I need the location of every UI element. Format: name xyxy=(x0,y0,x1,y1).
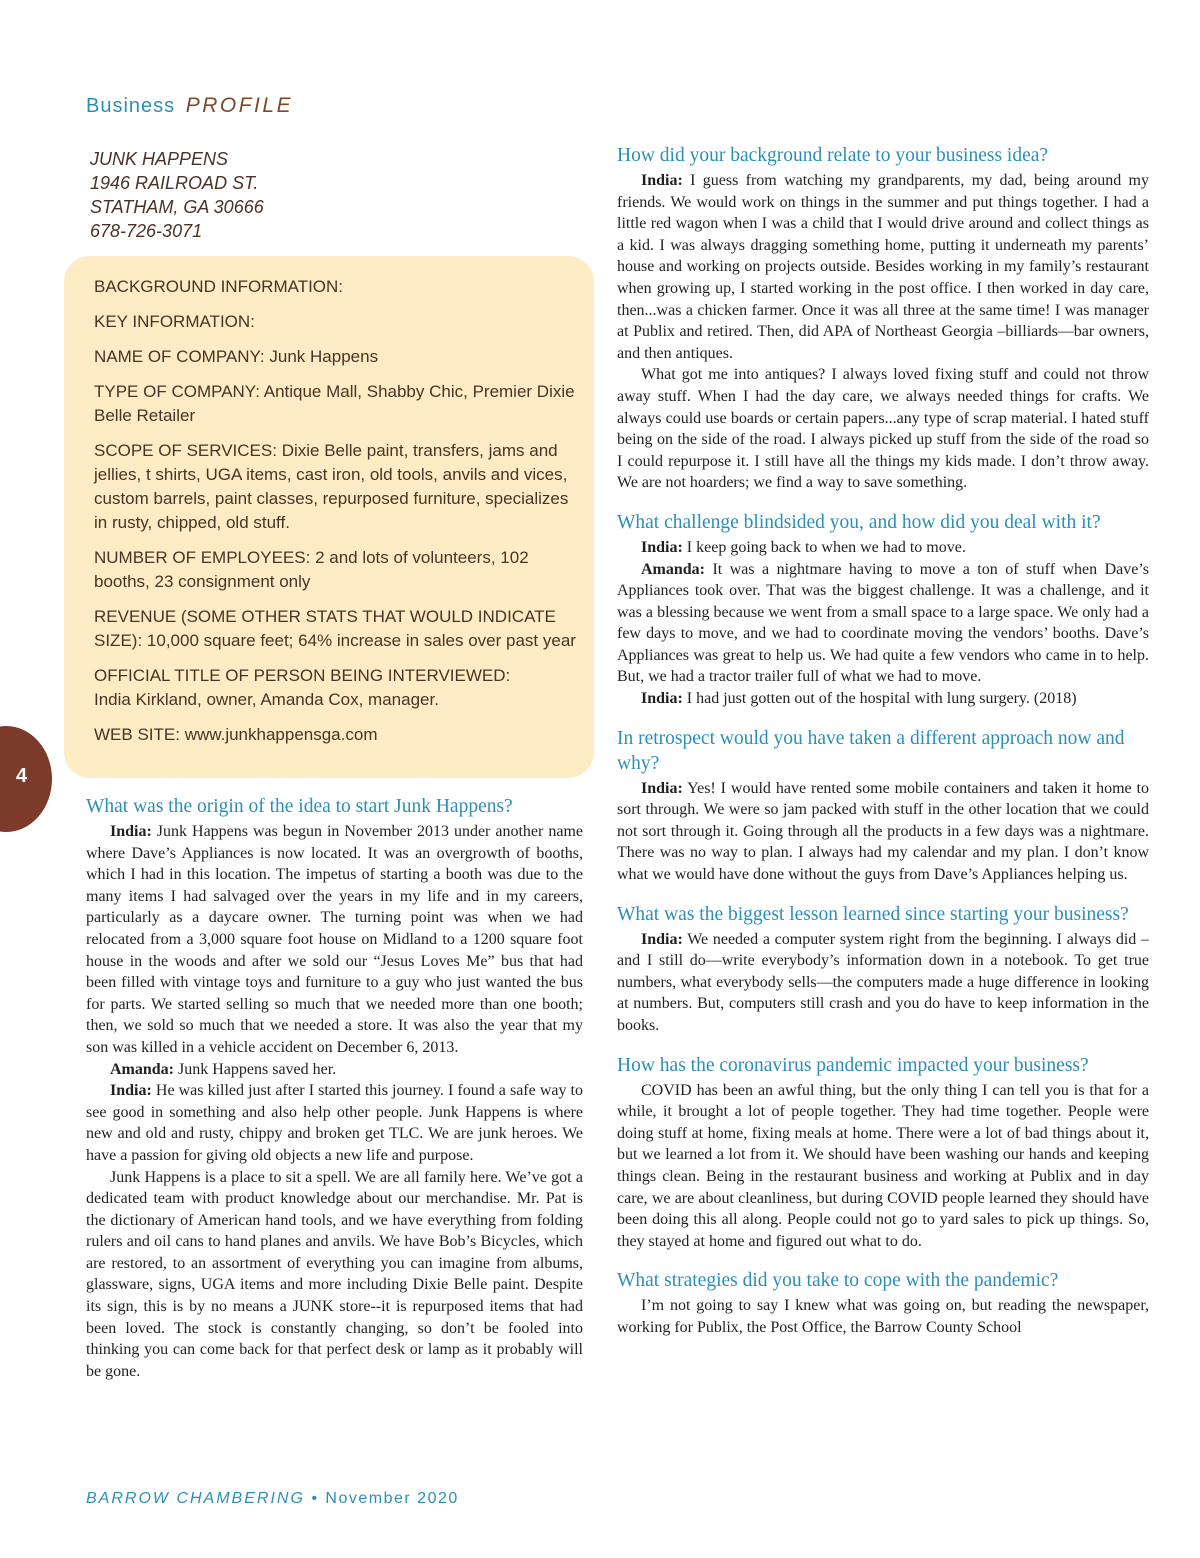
qa-block xyxy=(617,902,1149,1037)
company-name: JUNK HAPPENS xyxy=(90,149,229,169)
qa-block xyxy=(617,726,1149,886)
company-phone: 678-726-3071 xyxy=(90,221,203,241)
qa-block xyxy=(86,794,583,1382)
answer-paragraph xyxy=(617,929,1149,1037)
info-value: 10,000 square feet; 64% increase in sales over past year xyxy=(146,631,576,650)
info-label: TYPE OF COMPANY: xyxy=(94,382,260,401)
company-city: STATHAM, GA 30666 xyxy=(90,197,264,217)
speaker: Amanda: xyxy=(641,560,706,578)
section-label xyxy=(86,94,293,118)
info-value: Antique Mall, Shabby Chic, Premier Dixie Belle Retailer xyxy=(94,382,575,425)
question-heading: What challenge blindsided you, and how did you deal with it? xyxy=(617,511,1101,533)
question-heading: How did your background relate to your business idea? xyxy=(617,145,1049,166)
page-footer xyxy=(86,1490,459,1508)
answer-paragraph xyxy=(617,1295,1149,1338)
answer-text: It was a nightmare having to move a ton of stuff when Dave’s Appliances took over. That was the biggest challenge. It was a challenge, and it was a blessing because we went from a small space to a large space. We only had a few days to move, and we had to coordinate moving the vendors’ booths. Dave’s Appliances was great to help us. We had quite a few vendors who came in to help. But, we had a tractor trailer full of what we had to move. xyxy=(617,560,1149,686)
info-value: India Kirkland, owner, Amanda Cox, manager. xyxy=(94,690,439,709)
info-row xyxy=(94,439,582,535)
section-label-business: Business xyxy=(86,95,176,117)
answer-text: We needed a computer system right from the beginning. I always did –and I still do—write everybody’s information down in a notebook. To get true numbers, what everybody sells—the computers made a huge difference in looking at numbers. But, computers still crash and you do have to keep information in the books. xyxy=(617,930,1149,1034)
left-column xyxy=(86,794,583,1398)
question-heading: How has the coronavirus pandemic impacted your business? xyxy=(617,1054,1089,1076)
website-link[interactable]: www.junkhappensga.com xyxy=(184,725,378,744)
answer-text: Junk Happens was begun in November 2013 under another name where Dave’s Appliances is now located. It was an overgrowth of booths, which I had in this location. The impetus of starting a booth was due to the many items I had salvaged over the years in my life and in my careers, particularly as a daycare owner. The turning point was when we had relocated from a 3,000 square foot house on Midland to a 1200 square foot house in the woods and after we sold our “Jesus Loves Me” bus that had been filled with vintage toys and furniture to a guy who just wanted the bus for parts. We started selling so much that we needed more than one booth; then, we sold so much that we needed a store. It was also the year that my son was killed in a vehicle accident on December 6, 2013. xyxy=(86,823,583,1056)
question-heading: What was the biggest lesson learned since starting your business? xyxy=(617,903,1129,925)
answer-text: I guess from watching my grandparents, my dad, being around my friends. We would work on things in the summer and put things together. I had a little red wagon when I was a child that I would drive around and collect things as a kid. I was always dragging something home, putting it underneath my parents’ house and working on projects outside. Besides working in my family’s restaurant when growing up, I started working in the post office. I then worked in day care, then...was a chicken farmer. Once it was all three at the same time! I was manager at Publix and retired. Then, did APA of Northeast Georgia –billiards—bar owners, and then antiques. xyxy=(617,172,1150,362)
info-label: OFFICIAL TITLE OF PERSON BEING INTERVIEWED: xyxy=(94,666,511,685)
footer-separator: • xyxy=(311,1490,319,1507)
answer-paragraph xyxy=(86,1167,583,1383)
right-column xyxy=(617,143,1149,1355)
question-heading: What was the origin of the idea to start Junk Happens? xyxy=(86,796,513,817)
company-address xyxy=(90,147,264,243)
answer-paragraph xyxy=(86,1059,583,1081)
info-row xyxy=(94,345,582,369)
info-value: Dixie Belle paint, transfers, jams and jellies, t shirts, UGA items, cast iron, old tools, anvils and vices, custom barrels, paint classes, repurposed furniture, specializes in rusty, chipped, old stuff. xyxy=(94,441,569,532)
question-heading: What strategies did you take to cope with the pandemic? xyxy=(617,1270,1059,1292)
page-number: 4 xyxy=(16,765,28,787)
answer-paragraph xyxy=(86,1080,583,1166)
info-row xyxy=(94,380,582,428)
answer-text: Junk Happens saved her. xyxy=(178,1060,337,1078)
info-label: NAME OF COMPANY: xyxy=(94,347,265,366)
qa-block xyxy=(617,143,1149,494)
answer-text: He was killed just after I started this journey. I found a safe way to see good in something and also help other people. Junk Happens is where new and old and rusty, chippy and broken get TLC. We are junk heroes. We have a passion for giving old objects a new life and purpose. xyxy=(86,1082,584,1164)
answer-text: I keep going back to when we had to move. xyxy=(686,538,966,556)
speaker: India: xyxy=(110,823,152,840)
question-heading: In retrospect would you have taken a different approach now and why? xyxy=(617,727,1125,774)
info-label: SCOPE OF SERVICES: xyxy=(94,441,277,460)
info-label: BACKGROUND INFORMATION: xyxy=(94,277,344,296)
speaker: India: xyxy=(641,538,683,556)
info-row xyxy=(94,275,582,299)
speaker: Amanda: xyxy=(110,1060,175,1078)
background-info-box xyxy=(64,256,594,778)
company-street: 1946 RAILROAD ST. xyxy=(90,173,259,193)
answer-text: What got me into antiques? I always loved fixing stuff and could not throw away stuff. When I had the day care, we always needed things for crafts. We always could use boards or certain papers...any type of scrap material. I hated stuff being on the side of the road. I always picked up stuff from the side of the road so I could repurpose it. I still have all the things my kids made. I don’t throw away. We are not hoarders; we find a way to save something. xyxy=(617,366,1149,492)
info-label: KEY INFORMATION: xyxy=(94,312,255,331)
speaker: India: xyxy=(641,930,683,948)
info-label: NUMBER OF EMPLOYEES: xyxy=(94,548,311,567)
answer-paragraph xyxy=(617,364,1149,494)
answer-paragraph xyxy=(617,537,1149,559)
qa-block xyxy=(617,1268,1149,1338)
info-label: REVENUE (SOME OTHER STATS THAT WOULD INDICATE SIZE): xyxy=(94,607,556,650)
qa-block xyxy=(617,1053,1149,1253)
answer-text: Yes! I would have rented some mobile containers and taken it home to sort through. We were so jam packed with stuff in the other location that we could not sort through it. Going through all the products in a few days was a nightmare. There was no way to plan. I always had my calendar and my plan. I don’t know what we would have done without the guys from Dave’s Appliances helping us. xyxy=(617,779,1150,884)
answer-text: Junk Happens is a place to sit a spell. We are all family here. We’ve got a dedicated team with product knowledge about our merchandise. Mr. Pat is the dictionary of American hand tools, and we have everything from folding rulers and oil cans to hand planes and anvils. We have Bob’s Bicycles, which are restored, to an assortment of everything you can imagine from albums, glassware, signs, UGA items and more including Dixie Belle paint. Despite its sign, this is by no means a JUNK store--it is repurposed items that had been loved. The stock is constantly changing, so don’t be fooled into thinking you can come back for that perfect desk or lamp as it probably will be gone. xyxy=(86,1168,583,1380)
info-row xyxy=(94,723,582,747)
answer-paragraph xyxy=(617,170,1149,364)
info-label: WEB SITE: xyxy=(94,725,180,744)
answer-paragraph xyxy=(617,1080,1149,1253)
speaker: India: xyxy=(641,779,683,797)
info-value: Junk Happens xyxy=(269,347,379,366)
speaker: India: xyxy=(641,172,683,189)
section-label-profile: PROFILE xyxy=(185,94,294,117)
answer-paragraph xyxy=(617,559,1149,689)
answer-paragraph xyxy=(86,821,583,1059)
info-value: 2 and lots of volunteers, 102 booths, 23 consignment only xyxy=(94,548,529,591)
speaker: India: xyxy=(110,1082,152,1100)
qa-block xyxy=(617,510,1149,710)
publication-date: November 2020 xyxy=(325,1490,459,1507)
publication-name: BARROW CHAMBERING xyxy=(86,1490,305,1507)
answer-paragraph xyxy=(617,778,1149,886)
info-row xyxy=(94,605,582,653)
answer-text: I’m not going to say I knew what was going on, but reading the newspaper, working for Publix, the Post Office, the Barrow County School xyxy=(617,1297,1149,1336)
answer-text: COVID has been an awful thing, but the only thing I can tell you is that for a while, it brought a lot of people together. They had time together. People were doing stuff at home, fixing meals at home. There were a lot of bad things about it, but we learned a lot from it. We should have been washing our hands and keeping things clean. Being in the restaurant business and working at Publix and in day care, we are about cleanliness, but during COVID people learned they should have been doing this all along. People could not go to yard sales to pick up things. So, they stayed at home and figured out what to do. xyxy=(617,1081,1149,1250)
info-row xyxy=(94,310,582,334)
info-row xyxy=(94,664,582,712)
speaker: India: xyxy=(641,690,683,708)
answer-paragraph xyxy=(617,688,1149,710)
info-row xyxy=(94,546,582,594)
answer-text: I had just gotten out of the hospital with lung surgery. (2018) xyxy=(686,690,1077,708)
